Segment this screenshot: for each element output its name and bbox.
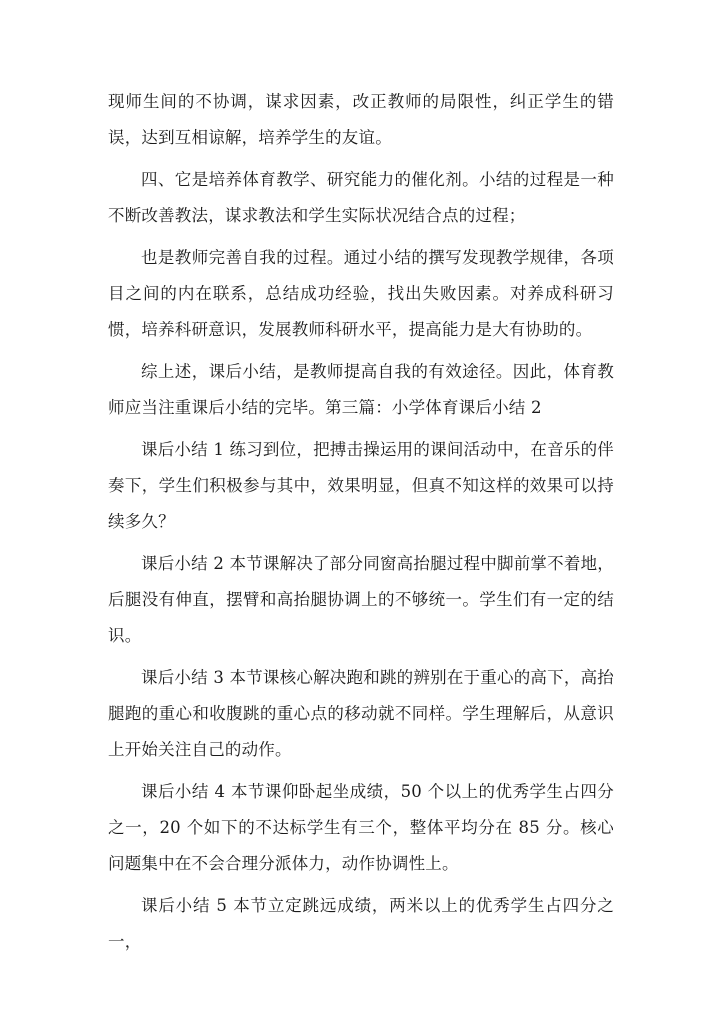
paragraph-8: 课后小结 4 本节课仰卧起坐成绩，50 个以上的优秀学生占四分之一，20 个如下的不达标学生有三个，整体平均分在 85 分。核心问题集中在不会合理分派体力，动作协调性上。	[108, 782, 614, 873]
document-body	[108, 84, 614, 966]
paragraph-4: 综上述，课后小结，是教师提高自我的有效途径。因此，体育教师应当注重课后小结的完毕。第三篇：小学体育课后小结 2	[108, 362, 614, 417]
paragraph-1: 现师生间的不协调，谋求因素，改正教师的局限性，纠正学生的错误，达到互相谅解，培养学生的友谊。	[108, 92, 614, 147]
paragraph-6: 课后小结 2 本节课解决了部分同窗高抬腿过程中脚前掌不着地，后腿没有伸直，摆臂和高抬腿协调上的不够统一。学生们有一定的结识。	[108, 554, 614, 645]
paragraph-2: 四、它是培养体育教学、研究能力的催化剂。小结的过程是一种不断改善教法，谋求教法和学生实际状况结合点的过程；	[108, 170, 614, 225]
paragraph-7: 课后小结 3 本节课核心解决跑和跳的辨别在于重心的高下，高抬腿跑的重心和收腹跳的重心点的移动就不同样。学生理解后，从意识上开始关注自己的动作。	[108, 668, 614, 759]
paragraph-3: 也是教师完善自我的过程。通过小结的撰写发现教学规律，各项目之间的内在联系，总结成功经验，找出失败因素。对养成科研习惯，培养科研意识，发展教师科研水平，提高能力是大有协助的。	[108, 248, 614, 339]
paragraph-9: 课后小结 5 本节立定跳远成绩，两米以上的优秀学生占四分之一，	[108, 896, 614, 951]
paragraph-5: 课后小结 1 练习到位，把搏击操运用的课间活动中，在音乐的伴奏下，学生们积极参与其中，效果明显，但真不知这样的效果可以持续多久？	[108, 440, 614, 531]
